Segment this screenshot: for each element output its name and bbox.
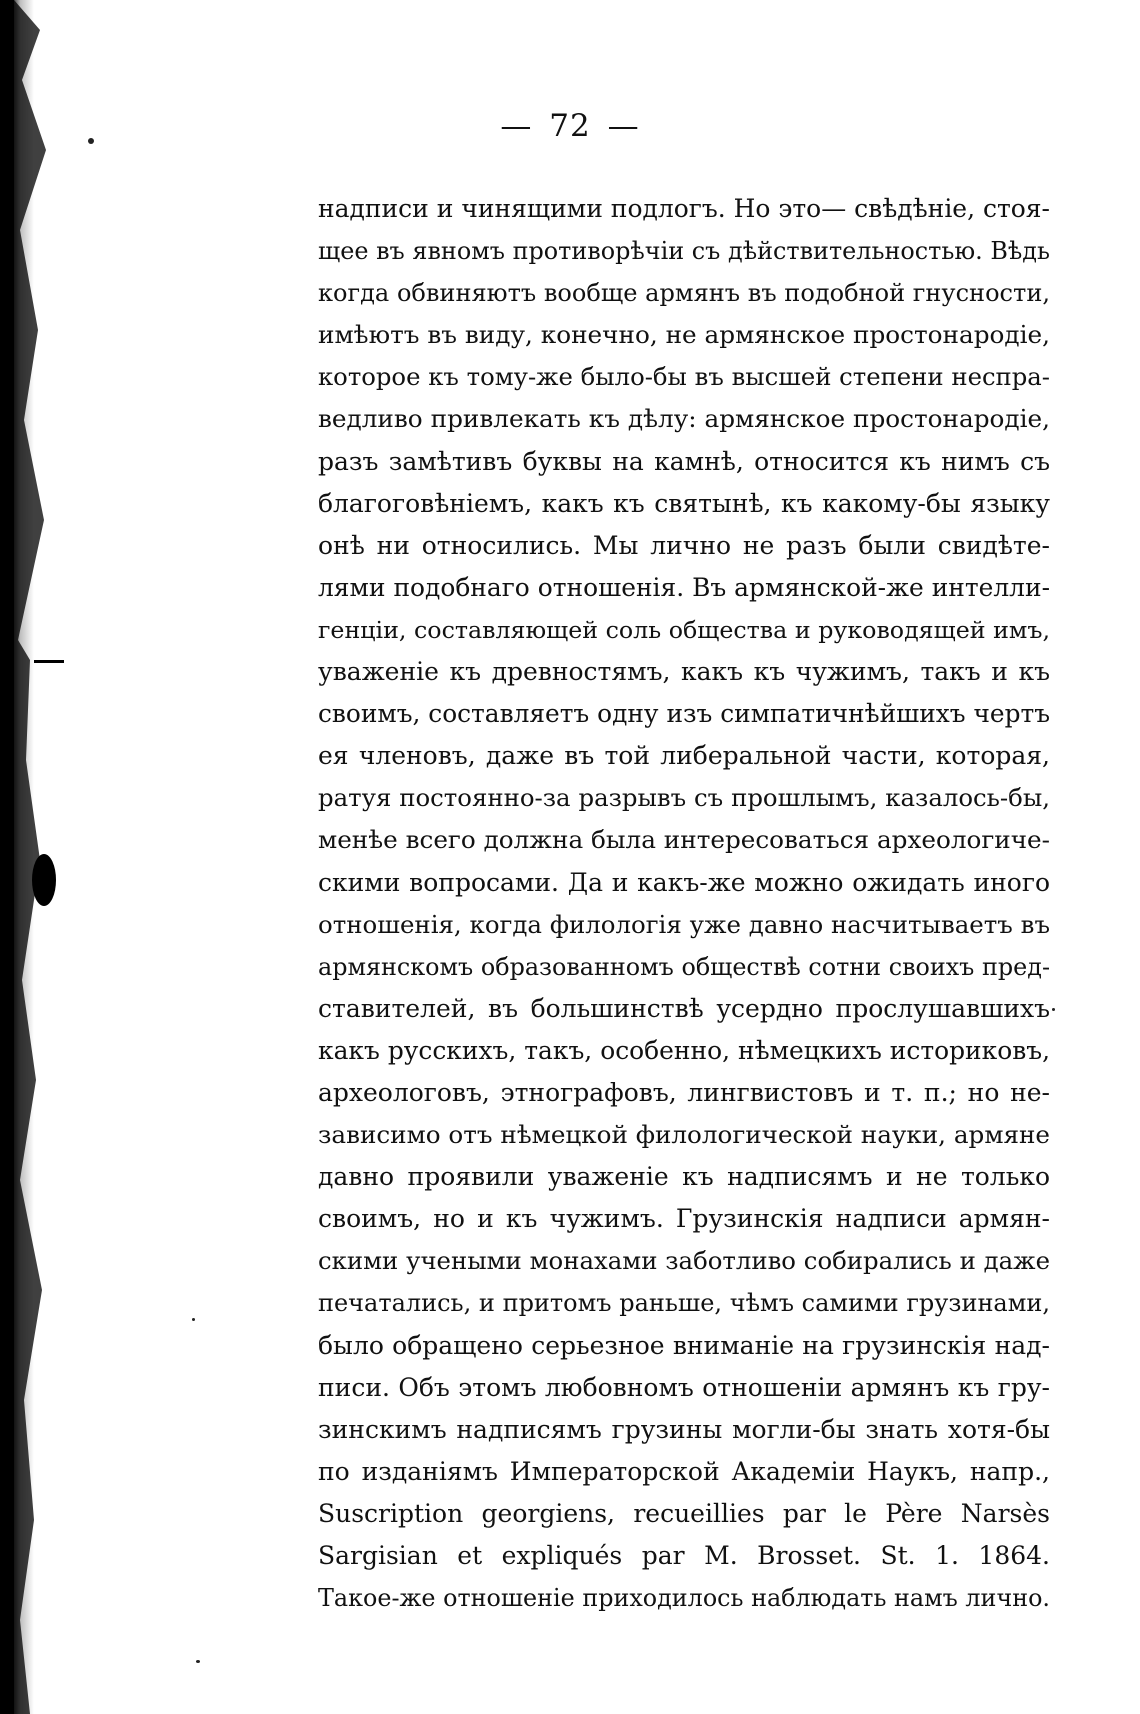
page-number: [0, 108, 1140, 144]
text-line: печатались, и притомъ раньше, чѣмъ самими грузинами,: [318, 1289, 1050, 1318]
page-number-dash-left: —: [500, 108, 533, 144]
text-line: надписи и чинящими подлогъ. Но это— свѣдѣніе, стоя-: [318, 194, 1050, 223]
body-text: [318, 188, 1050, 1619]
text-line: Suscription georgiens, recueillies par le Père Narsès: [318, 1498, 1050, 1528]
text-line: давно проявили уваженіе къ надписямъ и не только: [318, 1162, 1050, 1192]
text-line: Sargisian et expliqués par M. Brosset. St. 1. 1864.: [318, 1541, 1050, 1570]
text-line: археологовъ, этнографовъ, лингвистовъ и т. п.; но не-: [318, 1077, 1050, 1107]
scan-speck: [1052, 1008, 1055, 1011]
text-line: онѣ ни относились. Мы лично не разъ были свидѣте-: [318, 530, 1050, 560]
text-line: отношенія, когда филологія уже давно насчитываетъ въ: [318, 909, 1050, 939]
text-line: разъ замѣтивъ буквы на камнѣ, относится къ нимъ съ: [318, 446, 1050, 476]
text-line: ведливо привлекать къ дѣлу: армянское простонародіе,: [318, 404, 1050, 434]
scan-speck: [196, 1660, 200, 1663]
text-line: зависимо отъ нѣмецкой филологической науки, армяне: [318, 1120, 1050, 1150]
text-line: генціи, составляющей соль общества и руководящей имъ,: [318, 615, 1050, 644]
text-line: ратуя постоянно-за разрывъ съ прошлымъ, казалось-бы,: [318, 783, 1050, 813]
text-line: ея членовъ, даже въ той либеральной части, которая,: [318, 741, 1050, 771]
text-line: менѣе всего должна была интересоваться археологиче-: [318, 825, 1050, 855]
text-line: было обращено серьезное вниманіе на грузинскія над-: [318, 1330, 1050, 1360]
text-line: какъ русскихъ, такъ, особенно, нѣмецкихъ историковъ,: [318, 1035, 1050, 1065]
text-line: по изданіямъ Императорской Академіи Наукъ, напр.,: [318, 1456, 1050, 1486]
binding-shadow: [0, 0, 90, 1714]
text-line: лями подобнаго отношенія. Въ армянской-же интелли-: [318, 572, 1050, 602]
text-line: писи. Объ этомъ любовномъ отношеніи армянъ къ гру-: [318, 1372, 1050, 1402]
page-number-value: 72: [549, 108, 591, 144]
text-line: имѣютъ въ виду, конечно, не армянское простонародіе,: [318, 320, 1050, 350]
scan-speck: [192, 1318, 195, 1321]
text-line: скими вопросами. Да и какъ-же можно ожидать иного: [318, 867, 1050, 897]
text-line: уваженіе къ древностямъ, какъ къ чужимъ, такъ и къ: [318, 657, 1050, 687]
text-line: ставителей, въ большинствѣ усердно прослушавшихъ: [318, 993, 1050, 1023]
text-line: которое къ тому-же было-бы въ высшей степени неспра-: [318, 362, 1050, 392]
text-line: щее въ явномъ противорѣчіи съ дѣйствительностью. Вѣдь: [318, 237, 1050, 266]
text-line: армянскомъ образованномъ обществѣ сотни своихъ пред-: [318, 952, 1050, 981]
text-line: Такое-же отношеніе приходилось наблюдать намъ лично.: [318, 1584, 1050, 1613]
text-line: когда обвиняютъ вообще армянъ въ подобной гнусности,: [318, 279, 1050, 308]
text-line: своимъ, составляетъ одну изъ симпатичнѣйшихъ чертъ: [318, 699, 1050, 729]
text-line: зинскимъ надписямъ грузины могли-бы знать хотя-бы: [318, 1414, 1050, 1444]
text-line: благоговѣніемъ, какъ къ святынѣ, къ какому-бы языку: [318, 488, 1050, 518]
text-line: своимъ, но и къ чужимъ. Грузинскія надписи армян-: [318, 1204, 1050, 1234]
text-line: скими учеными монахами заботливо собирались и даже: [318, 1246, 1050, 1276]
page-number-dash-right: —: [607, 108, 640, 144]
